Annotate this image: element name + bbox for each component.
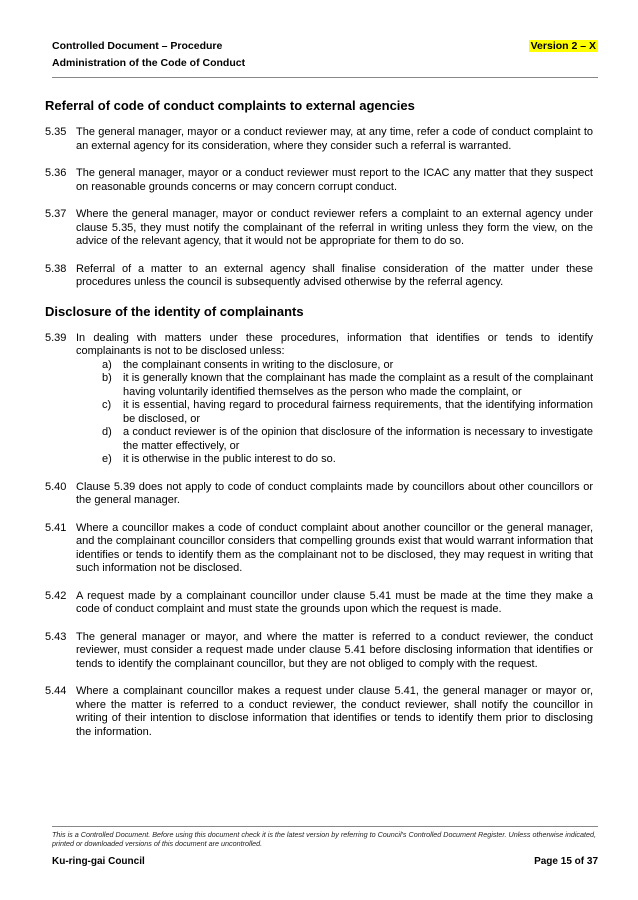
clause-text: In dealing with matters under these procedures, information that identifies or tends to identify complainants is not to be disclosed unless: [76,331,593,357]
clause-number: 5.40 [45,480,67,493]
list-item-text: it is otherwise in the public interest to do so. [123,453,336,465]
clause-number: 5.38 [45,262,67,275]
list-item [102,399,593,426]
clause-5-44 [45,685,593,739]
header-divider [52,77,598,78]
list-item [102,359,593,373]
section-heading-referral: Referral of code of conduct complaints to external agencies [45,98,415,113]
list-item-label: d) [102,426,112,438]
clause-body [76,332,593,467]
list-item [102,426,593,453]
clause-text: A request made by a complainant councillor under clause 5.41 must be made at the time they make a code of conduct complaint and must state the grounds upon which the request is made. [76,589,593,615]
clause-5-38 [45,263,593,290]
list-item-label: a) [102,358,112,371]
footer-divider [52,826,598,827]
list-item-text: the complainant consents in writing to the disclosure, or [123,358,394,371]
clause-number: 5.35 [45,126,67,138]
clause-number: 5.36 [45,167,67,179]
list-item-label: c) [102,399,112,411]
clause-text: Where the general manager, mayor or conduct reviewer refers a complaint to an external agency under clause 5.35, they must notify the complainant of the referral in writing unless they form the view, on the advice of the relevant agency, that it would not be appropriate for them to do so. [76,208,593,247]
clause-text: The general manager, mayor or a conduct reviewer may, at any time, refer a code of conduct complaint to an external agency for its consideration, where they consider such a referral is warranted. [76,126,593,152]
clause-5-42 [45,590,593,617]
document-title: Administration of the Code of Conduct [52,57,246,69]
clause-number: 5.37 [45,208,67,220]
clause-text: The general manager, mayor or a conduct reviewer must report to the ICAC any matter that they suspect on reasonable grounds concerns or may concern corrupt conduct. [76,167,593,193]
clause-5-39 [45,332,593,467]
document-type: Controlled Document – Procedure [52,40,223,52]
list-item-label: b) [102,372,112,384]
sub-clause-list [76,359,593,467]
clause-5-37 [45,208,593,249]
list-item-text: it is essential, having regard to procedural fairness requirements, that the identifying information be disclosed, or [123,399,593,425]
clause-5-41 [45,522,593,576]
organisation-name: Ku-ring-gai Council [52,856,145,867]
clause-number: 5.39 [45,331,67,344]
clause-5-40 [45,481,593,508]
clause-5-35 [45,126,593,153]
document-body [45,98,593,753]
clause-text: Where a councillor makes a code of conduct complaint about another councillor or the general manager, and the complainant councillor considers that compelling grounds exist that would warrant information that identifies or tends to identify them as the complainant not to be disclosed, they may request in writing that such information not be disclosed. [76,521,593,574]
clause-5-43 [45,631,593,672]
clause-text: Clause 5.39 does not apply to code of conduct complaints made by councillors about other councillors or the general manager. [76,480,593,506]
clause-number: 5.43 [45,630,67,643]
list-item-text: it is generally known that the complainant has made the complaint as a result of the complainant having voluntarily identified themselves as the person who made the complaint, or [123,372,593,398]
page-header [52,38,598,69]
clause-text: The general manager or mayor, and where the matter is referred to a conduct reviewer, the conduct reviewer, must consider a request made under clause 5.41 before disclosing information that identifies or tends to identify the complainant councillor, but they are not obliged to comply with the request. [76,630,593,670]
list-item-label: e) [102,453,112,465]
page-number: Page 15 of 37 [534,856,598,867]
list-item [102,453,593,467]
version-badge: Version 2 – X [530,40,596,52]
list-item [102,372,593,399]
clause-number: 5.42 [45,589,67,602]
section-heading-disclosure: Disclosure of the identity of complainants [45,303,304,319]
clause-number: 5.41 [45,521,67,534]
list-item-text: a conduct reviewer is of the opinion that disclosure of the information is necessary to investigate the matter effectively, or [123,426,593,452]
clause-text: Referral of a matter to an external agency shall finalise consideration of the matter under these procedures unless the council is subsequently advised otherwise by the referral agency. [76,262,593,288]
clause-5-36 [45,167,593,194]
header-top-line [52,38,598,55]
clause-text: Where a complainant councillor makes a request under clause 5.41, the general manager or mayor or, where the matter is referred to a conduct reviewer, the conduct reviewer, shall notify the councillor in writing of their intention to disclose information that identifies or tends to identify them prior to disclosing the information. [76,685,593,738]
controlled-document-notice: This is a Controlled Document. Before using this document check it is the latest version by referring to Council's Controlled Document Register. Unless otherwise indicated, printed or downloaded versions of this document are uncontrolled. [52,830,597,848]
clause-number: 5.44 [45,685,67,697]
